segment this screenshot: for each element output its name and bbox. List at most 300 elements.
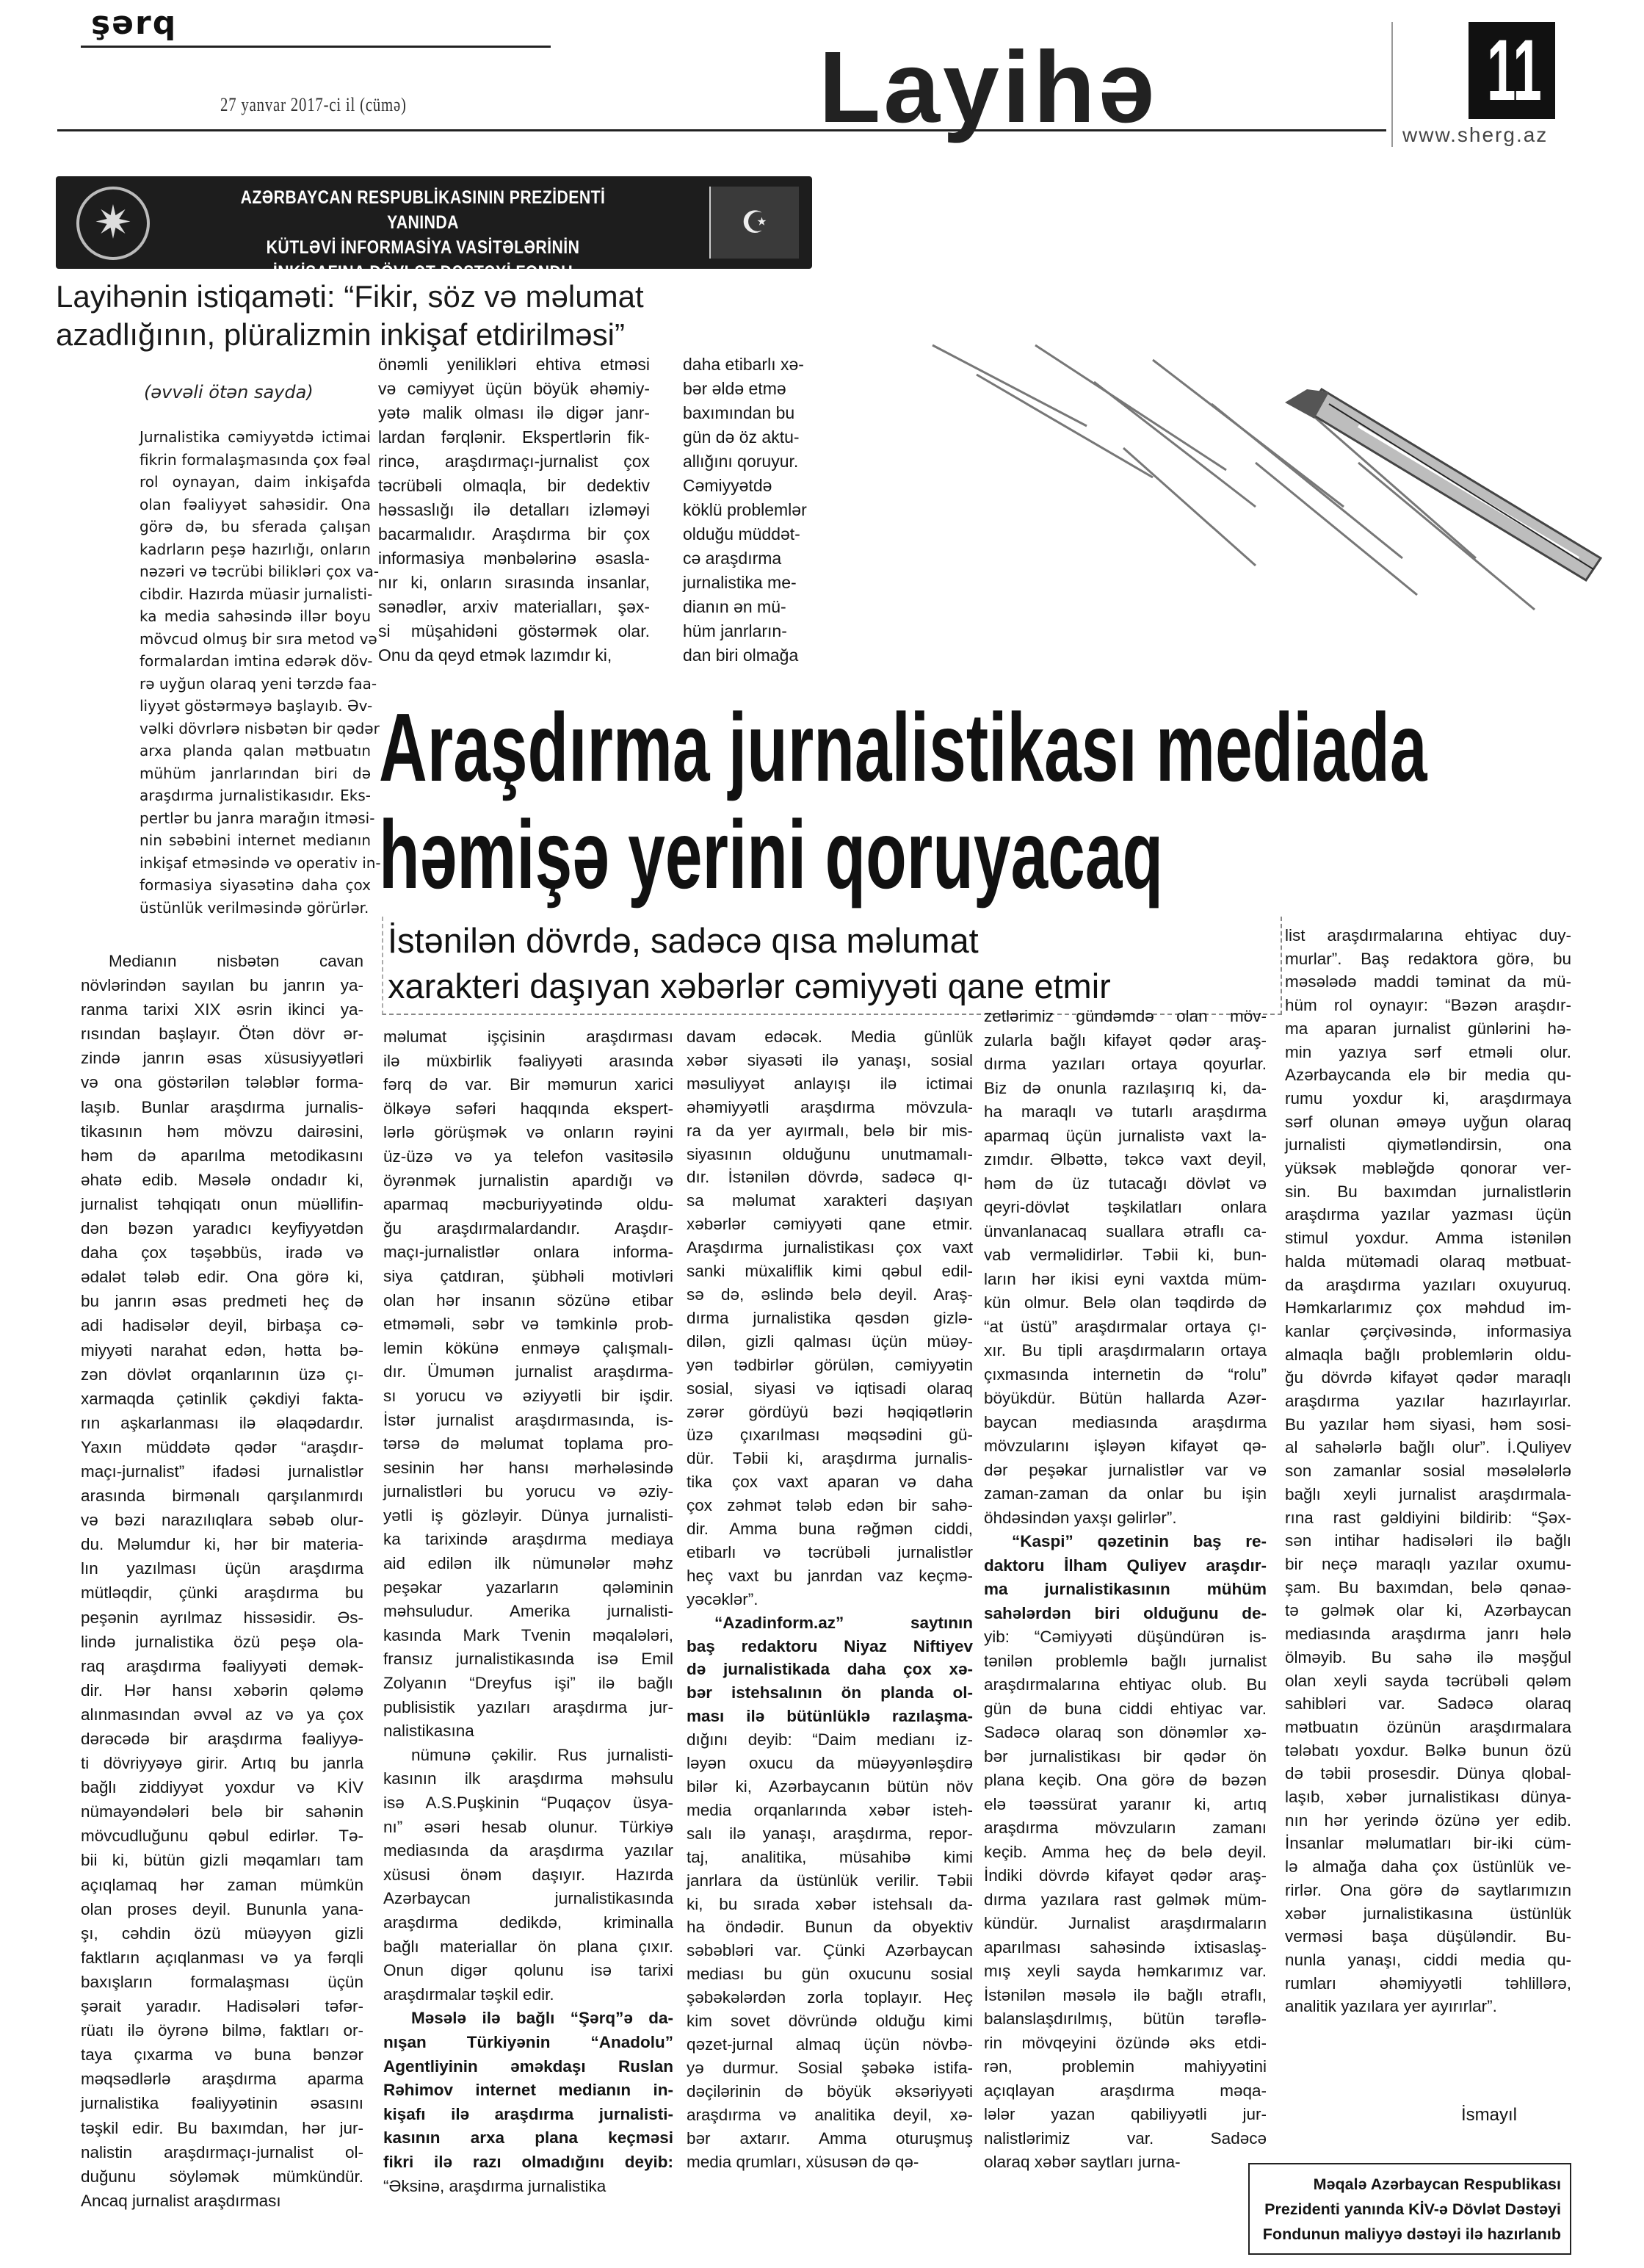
text-line: məlumat işçisinin araşdırması <box>383 1028 673 1046</box>
text-line: İnsanlar məlumatları bir-iki cüm- <box>1285 1834 1571 1853</box>
text-line: Yaxın müddətə qədər “araşdır- <box>81 1437 363 1456</box>
text-line: kasının ilk araşdırma məhsulu <box>383 1769 673 1788</box>
pen-photo <box>844 316 1608 661</box>
text-line: Jurnalistika cəmiyyətdə ictimai <box>140 428 371 446</box>
text-line: zən dövlət orqanlarının üzə çı- <box>81 1365 363 1384</box>
text-line: məqsədlərlə araşdırma aparma <box>81 2070 363 2089</box>
text-line: açıqlamaq hər zaman mümkün <box>81 1875 363 1894</box>
text-line: Sadəcə olaraq son dönəmlər xə- <box>984 1723 1267 1741</box>
text-line: dianın ən mü- <box>683 597 786 616</box>
text-line: alınmasından əvvəl az və ya çox <box>81 1705 363 1724</box>
text-line: verməsi başa düşüləndir. Bu- <box>1285 1927 1571 1946</box>
header-divider <box>1391 22 1393 147</box>
text-line: şərait yaradır. Hadisələri təfər- <box>81 1997 363 2016</box>
text-line: olan proses deyil. Bununla yana- <box>81 1899 363 1918</box>
text-line: miyyəti narahat edən, hətta bə- <box>81 1340 363 1359</box>
subtitle-line: Layihənin istiqaməti: “Fikir, söz və məlumat <box>56 279 644 314</box>
text-line: nı” əsəri hesab olunur. Türkiyə <box>383 1817 673 1836</box>
page-number-text: 11 <box>1486 22 1542 119</box>
text-line: lərlə görüşmək və onların rəyini <box>383 1123 673 1142</box>
text-line: peşənin ayrılmaz hissəsidir. Əs- <box>81 1608 363 1627</box>
text-line: araşdırmalarına ehtiyac olub. Bu <box>984 1675 1267 1694</box>
text-line: həssaslığı ilə detalları izləməyi <box>378 500 650 519</box>
text-line: janrlara da üstünlük verilir. Təbii <box>687 1871 973 1890</box>
text-line: dür. Təbii ki, araşdırma jurnalis- <box>687 1449 973 1468</box>
text-line: aid edilən ilk nümunələr məhz <box>383 1554 673 1573</box>
text-line: mütləqdir, çünki araşdırma bu <box>81 1583 363 1603</box>
funding-note-line: Prezidenti yanında KİV-ə Dövlət Dəstəyi <box>1264 2200 1561 2218</box>
text-line: Məsələ ilə bağlı “Şərq”ə da- <box>411 2009 673 2028</box>
text-line: list araşdırmalarına ehtiyac duy- <box>1285 926 1571 945</box>
text-line: baş redaktoru Niyaz Niftiyev <box>687 1636 973 1655</box>
text-line: media orqanlarında xəbər isteh- <box>687 1800 973 1819</box>
text-line: həm də aparılma metodikasını <box>81 1146 363 1165</box>
text-line: etibarlı və təcrübəli jurnalistlər <box>687 1542 973 1561</box>
text-line: araşdırma və analitika deyil, xə- <box>687 2105 973 2124</box>
text-line: ranma tarixi XIX əsrin ikinci ya- <box>81 1000 363 1019</box>
text-line: mediasında araşdırma janrı hələ <box>1285 1625 1571 1644</box>
text-line: növlərindən sayılan bu janrın ya- <box>81 976 363 995</box>
text-line: görə də, bu sferada çalışan <box>140 518 371 535</box>
text-line: siyasının olduğunu unutmamalı- <box>687 1144 973 1163</box>
funding-note-box <box>1248 2163 1571 2255</box>
issue-date: 27 yanvar 2017-ci il (cümə) <box>220 94 407 115</box>
text-line: şam. Bu baxımdan, belə qənaə- <box>1285 1578 1571 1597</box>
text-line: Azərbaycan jurnalistikasında <box>383 1889 673 1908</box>
text-line: yətə malik olması ilə digər janr- <box>378 403 650 422</box>
text-line: taya çıxarma və buna bənzər <box>81 2045 363 2065</box>
text-line: siya çatdıran, şübhəli motivləri <box>383 1266 673 1285</box>
text-line: bağlı materiallar ön plana çıxır. <box>383 1937 673 1956</box>
text-line: araşdırma yazılar hazırlayırlar. <box>1285 1392 1571 1411</box>
text-line: sı yorucu və əziyyətli bir işdir. <box>383 1386 673 1405</box>
text-line: jurnalisti qiymətləndirsin, ona <box>1285 1135 1571 1155</box>
fund-banner <box>56 176 812 283</box>
text-line: bər əldə etmə <box>683 379 786 398</box>
text-line: fikri ilə razı olmadığını deyib: <box>383 2152 673 2171</box>
text-line: rə uyğun olaraq yeni tərzdə faa- <box>140 674 377 693</box>
text-line: zində janrın əsas xüsusiyyətləri <box>81 1049 363 1068</box>
text-line: ma aparan jurnalist günlərini hə- <box>1285 1019 1571 1038</box>
text-line: ların hər ikisi eyni vaxtda müm- <box>984 1269 1267 1288</box>
funding-note-line: Məqalə Azərbaycan Respublikası <box>1313 2175 1561 2193</box>
text-line: mətbuatın özünün araşdırmalara <box>1285 1717 1571 1736</box>
upper-middle-column <box>378 353 650 668</box>
text-line: vab verməlidirlər. Təbii ki, bun- <box>984 1246 1267 1264</box>
text-line: xəbərlər cəmiyyəti qane etmir. <box>687 1215 973 1234</box>
text-line: nışan Türkiyənin “Anadolu” <box>383 2032 673 2051</box>
text-line: inkişaf etməsində və operativ in- <box>140 853 381 872</box>
text-line: sesinin hər hansı mərhələsində <box>383 1458 673 1477</box>
text-line: tərsə də məlumat toplama pro- <box>383 1434 673 1453</box>
text-line: sahələrdən biri olduğunu de- <box>984 1603 1267 1622</box>
text-line: faktların açıqlanması və ya fərqli <box>81 1948 363 1967</box>
text-line: keçib. Amma heç də belə deyil. <box>984 1842 1267 1861</box>
text-line: kim sovet dövründə olduğu kimi <box>687 2012 973 2031</box>
text-line: İstənilən məsələ ilə bağlı ətraflı, <box>984 1985 1267 2004</box>
text-line: stimul yoxdur. Amma istənilən <box>1285 1229 1571 1248</box>
text-line: Azərbaycanda elə bir media qu- <box>1285 1066 1571 1085</box>
text-line: əhəmiyyətli araşdırma mövzula- <box>687 1097 973 1116</box>
text-line: yə durmur. Sosial şəbəkə istifa- <box>687 2058 973 2077</box>
headline-line: həmişə yerini qoruyacaq <box>379 801 1164 909</box>
text-line: öhdəsindən yaxşı gəlirlər”. <box>984 1508 1177 1527</box>
text-line: mediası bu gün oxucunu sosial <box>687 1965 973 1984</box>
text-line: Rəhimov internet medianın in- <box>383 2081 673 2100</box>
text-line: fikrin formalaşmasında çox fəal <box>140 450 371 469</box>
text-line: baycan mediasında araşdırma <box>984 1412 1267 1431</box>
text-line: tika çox vaxt aparan və daha <box>687 1473 973 1492</box>
text-line: üstünlük verilməsində görürlər. <box>140 898 369 917</box>
text-line: yəcəklər”. <box>687 1589 758 1608</box>
text-line: daha etibarlı xə- <box>683 355 804 374</box>
text-line: “Kaspi” qəzetinin baş re- <box>1012 1532 1267 1550</box>
text-line: ma jurnalistikasının mühüm <box>984 1580 1267 1598</box>
body-column-3 <box>687 1025 973 2173</box>
text-line: Biz də onunla razılaşırıq ki, da- <box>984 1078 1267 1097</box>
deck-line: xarakteri daşıyan xəbərlər cəmiyyəti qane etmir <box>388 967 1111 1005</box>
text-line: dəçilərinin də böyük əksəriyyəti <box>687 2081 973 2101</box>
text-line: rən, problemin mahiyyətini <box>984 2057 1267 2076</box>
text-line: kişafı ilə araşdırma jurnalisti- <box>383 2104 673 2123</box>
text-line: və cəmiyyət üçün böyük əhəmiy- <box>378 379 650 398</box>
text-line: tənilən problemlə bağlı jurnalist <box>984 1651 1267 1670</box>
text-line: sən intihar hadisələri ilə bağlı <box>1285 1531 1571 1550</box>
text-line: kadrların peşə hazırlığı, onların <box>140 540 371 558</box>
text-line: Onun digər qolunu isə tarixi <box>383 1961 673 1980</box>
text-line: nır ki, onların sırasında insanlar, <box>378 573 650 592</box>
text-line: gün də buna ciddi ehtiyac var. <box>984 1699 1267 1718</box>
text-line: aparmaq üçün jurnalistə vaxt la- <box>984 1126 1267 1145</box>
text-line: yib: “Cəmiyyəti düşündürən is- <box>984 1628 1267 1646</box>
deck-line: İstənilən dövrdə, sadəcə qısa məlumat <box>388 921 979 960</box>
newspaper-logo: şərq <box>91 4 178 42</box>
text-line: laşıb, xəbər jurnalistikası dünya- <box>1285 1788 1571 1807</box>
text-line: jurnalistləri bu yorucu və əziy- <box>383 1482 673 1501</box>
text-line: nın hər yerində özünə yer edib. <box>1285 1810 1571 1830</box>
headline <box>379 694 1427 909</box>
text-line: dırma jurnalistika qəsdən gizlə- <box>687 1308 973 1327</box>
text-line: böyükdür. Bütün hallarda Azər- <box>984 1389 1267 1407</box>
text-line: kündür. Jurnalist araşdırmaların <box>984 1914 1267 1932</box>
text-line: liyyət göstərməyə başlayıb. Əv- <box>140 697 373 715</box>
text-line: dır. İstənilən dövrdə, sadəcə qı- <box>687 1168 973 1187</box>
text-line: ğu dövrdə kifayət qədər maraqlı <box>1285 1368 1571 1387</box>
text-line: ması ilə bütünlüklə razılaşma- <box>687 1707 973 1726</box>
text-line: üzə çıxarılması məqsədini gü- <box>687 1426 973 1445</box>
continued-note: (əvvəli ötən sayda) <box>144 382 314 402</box>
text-line: məhsuludur. Amerika jurnalisti- <box>383 1602 673 1621</box>
text-line: baxımından bu <box>683 403 795 422</box>
body-column-2 <box>383 1025 673 2198</box>
text-line: ilə müxbirlik fəaliyyəti arasında <box>383 1051 673 1070</box>
text-line: məsələdə maddi təminat da mü- <box>1285 972 1571 992</box>
text-line: lemin kökünə enməyə çalışmalı- <box>383 1338 673 1357</box>
text-line: ölməyib. Bu sahə ilə məşğul <box>1285 1647 1571 1666</box>
header-bottom-rule <box>57 129 1386 131</box>
text-line: dır. Ümumən jurnalist araşdırma- <box>383 1362 673 1382</box>
text-line: vəlki dövrlərə nisbətən bir qədər <box>140 719 380 737</box>
text-line: lardan fərqlənir. Ekspertlərin fik- <box>378 427 650 447</box>
text-line: ti dövriyyəyə girir. Artıq bu janrla <box>81 1754 363 1773</box>
text-line: cibdir. Hazırda müasir jurnalisti- <box>140 585 373 603</box>
text-line: formalardan imtina edərək döv- <box>140 652 373 670</box>
text-line: adi hadisələr deyil, birbaşa cə- <box>81 1316 363 1335</box>
text-line: çıxmasında internetin də “rolu” <box>984 1365 1267 1384</box>
text-line: da araşdırma yazıları oxuyuruq. <box>1285 1275 1571 1294</box>
text-line: və ona göstərilən tələblər forma- <box>81 1073 363 1092</box>
text-line: yüksək məbləğdə qonorar ver- <box>1285 1159 1571 1178</box>
text-line: nin səbəbini internet medianın <box>140 831 371 849</box>
text-line: bir neçə maraqlı yazılar oxumu- <box>1285 1554 1571 1573</box>
text-line: təcrübəli olmaqla, bir dedektiv <box>378 476 650 495</box>
text-line: daktoru İlham Quliyev araşdır- <box>984 1556 1267 1575</box>
text-line: yən tədbirlər görülən, cəmiyyətin <box>687 1355 973 1374</box>
text-line: sərf olunan əməyə uyğun olaraq <box>1285 1112 1571 1131</box>
text-line: bii ki, bütün gizli məqamları tam <box>81 1851 363 1870</box>
text-line: bacarmalıdır. Araşdırma bir çox <box>378 524 650 543</box>
text-line: lində jurnalistika özü peşə ola- <box>81 1632 363 1651</box>
text-line: jurnalist təhqiqatı onun müəllifin- <box>81 1194 363 1213</box>
text-line: əhatə edib. Məsələ ondadır ki, <box>81 1170 363 1189</box>
headline-line: Araşdırma jurnalistikası mediada <box>379 693 1427 801</box>
text-line: etməməli, səbr və təmkinlə prob- <box>383 1315 673 1334</box>
text-line: dən bəzən yaradıcı keyfiyyətdən <box>81 1219 363 1238</box>
text-line: nalistin araşdırmaçı-jurnalist ol- <box>81 2142 363 2162</box>
text-line: kün olmur. Belə olan təqdirdə də <box>984 1293 1267 1312</box>
text-line: kasında Mark Tvenin məqalələri, <box>383 1625 673 1644</box>
text-line: gün də öz aktu- <box>683 427 800 447</box>
text-line: ka tarixində araşdırma mediaya <box>383 1530 673 1549</box>
pen-icon <box>1285 389 1601 580</box>
text-line: öyrənmək jurnalistin apardığı və <box>383 1171 673 1190</box>
text-line: bilər ki, Azərbaycanın bütün növ <box>687 1777 973 1796</box>
text-line: şı, cəhdin özü müəyyən gizli <box>81 1924 363 1943</box>
text-line: hüm janrların- <box>683 621 787 640</box>
text-line: ki, bu sırada xəbər istehsalı da- <box>687 1894 973 1913</box>
text-line: tikasının həm mövzu dairəsini, <box>81 1122 363 1141</box>
body-column-4 <box>984 1005 1267 2175</box>
text-line: bağlı ziddiyyət yoxdur və KİV <box>81 1778 363 1797</box>
text-line: İstər jurnalist araşdırmasında, is- <box>383 1410 673 1429</box>
text-line: dırma yazılara rast gəlmək müm- <box>984 1890 1267 1909</box>
text-line: Ancaq jurnalist araşdırması <box>81 2191 281 2210</box>
text-line: isə A.S.Puşkinin “Puqaçov üsya- <box>383 1794 673 1812</box>
text-line: araşdırmalar təşkil edir. <box>383 1984 554 2004</box>
text-line: sə də, əslində belə deyil. Araş- <box>687 1285 973 1304</box>
text-line: ra da yer ayırmalı, belə bir mis- <box>687 1121 973 1140</box>
text-line: məsuliyyət anlayışı ilə ictimai <box>687 1074 973 1093</box>
text-line: və bəzi narazılıqlara səbəb olur- <box>81 1511 363 1530</box>
text-line: hüm rol oynayır: “Bəzən araşdır- <box>1285 996 1571 1015</box>
text-line: peşəkar yazarların qələminin <box>383 1578 673 1597</box>
subtitle-line: azadlığının, plüralizmin inkişaf etdirilməsi” <box>56 317 625 352</box>
text-line: davam edəcək. Media günlük <box>687 1028 973 1046</box>
text-line: sanki müxaliflik kimi qəbul edil- <box>687 1262 973 1281</box>
text-line: mediasında da araşdırma yazılar <box>383 1841 673 1860</box>
text-line: olan xeyli sayda təcrübəli qələm <box>1285 1671 1571 1690</box>
funding-note-line: Fondunun maliyyə dəstəyi ilə hazırlanıb <box>1262 2225 1561 2243</box>
text-line: rına rast gəldiyini bildirib: “Şəx- <box>1285 1508 1571 1527</box>
text-line: xüsusi önəm daşıyır. Hazırda <box>383 1865 673 1884</box>
text-line: rın aşkarlanması ilə əlaqədardır. <box>81 1413 363 1432</box>
text-line: tələbatı yoxdur. Bəlkə bunun özü <box>1285 1741 1571 1760</box>
text-line: dan biri olmağa <box>683 646 799 665</box>
text-line: kanlar çərçivəsində, informasiya <box>1285 1321 1571 1340</box>
state-emblem-icon: ✷ <box>76 187 150 260</box>
text-line: şəbəkələrdən zorla toplayır. Heç <box>687 1988 973 2007</box>
text-line: bağlı xeyli jurnalist araşdırmala- <box>1285 1484 1571 1503</box>
text-line: sənədlər, arxiv materialları, şəx- <box>378 597 650 616</box>
text-line: səbəbləri var. Çünki Azərbaycan <box>687 1941 973 1960</box>
text-line: arxa planda qalan mətbuatın <box>140 742 371 759</box>
text-line: dərəcədə bir araşdırma fəaliyyə- <box>81 1730 363 1748</box>
text-line: olaraq xəbər saytları jurna- <box>984 2153 1181 2171</box>
banner-line: KÜTLƏVİ İNFORMASİYA VASİTƏLƏRİNİN <box>266 237 580 258</box>
text-line: Onu da qeyd etmək lazımdır ki, <box>378 646 612 665</box>
text-line: zımdır. Əlbəttə, təkcə vaxt deyil, <box>984 1150 1267 1169</box>
text-line: dir. Amma buna rəğmən ciddi, <box>687 1520 973 1539</box>
text-line: ləyən oxucu da müəyyənləşdirə <box>687 1754 973 1773</box>
text-line: kasının arxa plana keçməsi <box>383 2128 673 2148</box>
text-line: mövcudluğunu qəbul edirlər. Tə- <box>81 1827 363 1846</box>
text-line: elə təəssürat yaranır ki, artıq <box>984 1794 1267 1813</box>
intro-column <box>140 426 381 919</box>
text-line: olduğu müddət- <box>683 524 800 543</box>
text-line: fərq də var. Bir məmurun xarici <box>383 1075 673 1094</box>
text-line: zaman-zaman da onlar bu işin <box>984 1484 1267 1503</box>
text-line: bər axtarır. Amma oturuşmuş <box>687 2128 973 2148</box>
text-line: araşdırma yazılar yazması üçün <box>1285 1205 1571 1224</box>
text-line: raq araşdırma fəaliyyəti demək- <box>81 1656 363 1675</box>
text-line: ölkəyə səfəri haqqında ekspert- <box>383 1099 673 1118</box>
text-line: duğunu söyləmək mümkündür. <box>81 2167 363 2186</box>
text-line: “at üstü” araşdırmalar ortaya çı- <box>984 1317 1267 1336</box>
text-line: də təbii prosesdir. Dünya qlobal- <box>1285 1764 1571 1783</box>
text-line: jurnalistika me- <box>683 573 797 592</box>
text-line: təşkil edir. Bu baxımdan, hər jur- <box>81 2118 363 2137</box>
website-url: www.sherg.az <box>1402 123 1549 146</box>
text-line: almaqla bağlı problemlərin oldu- <box>1285 1345 1571 1364</box>
text-line: mövcud olmuş bir sıra metod və <box>140 629 377 648</box>
text-line: xarmaqda çətinlik çəkdiyi fakta- <box>81 1389 363 1408</box>
text-line: olan fəaliyyət sahəsidir. Ona <box>140 495 371 513</box>
text-line: Zolyanın “Dreyfus işi” ilə bağlı <box>383 1674 673 1693</box>
text-line: tə gəlmək olar ki, Azərbaycan <box>1285 1601 1571 1620</box>
text-line: rin mövqeyini özündə əks etdi- <box>984 2033 1267 2052</box>
text-line: rirlər. Ona görə də saytlarımızın <box>1285 1880 1571 1899</box>
text-line: aparmaq məcburiyyətində oldu- <box>383 1195 673 1214</box>
text-line: aparılması sahəsində ixtisaslaş- <box>984 1937 1267 1957</box>
text-line: nümayəndələri belə bir sahənin <box>81 1802 363 1821</box>
text-line: rumları əhəmiyyətli təhlillərə, <box>1285 1973 1571 1993</box>
text-line: publisistik yazıları araşdırma jur- <box>383 1697 673 1716</box>
text-line: araşdırma jurnalistikasıdır. Eks- <box>140 787 371 804</box>
text-line: nümunə çəkilir. Rus jurnalisti- <box>411 1745 673 1764</box>
text-line: lə almağa daha çox üstünlük ve- <box>1285 1857 1571 1877</box>
text-line: də jurnalistikada daha çox xə- <box>687 1660 973 1679</box>
text-line: zetlərimiz gündəmdə olan möv- <box>984 1007 1267 1025</box>
text-line: formasiya siyasətinə daha çox <box>140 876 371 894</box>
text-line: “Əksinə, araşdırma jurnalistika <box>383 2176 606 2195</box>
text-line: maçı-jurnalist” ifadəsi jurnalistlər <box>81 1462 363 1481</box>
text-line: Həmkarlarımız çox məhdud im- <box>1285 1299 1571 1318</box>
text-line: rumu yoxdur ki, araşdırmaya <box>1285 1088 1571 1108</box>
text-line: heç vaxt bu janrdan vaz keçmə- <box>687 1566 973 1585</box>
text-line: taj, analitika, müsahibə kimi <box>687 1847 973 1866</box>
text-line: ünvanlanacaq suallara ətraflı ca- <box>984 1221 1267 1240</box>
text-line: Medianın nisbətən cavan <box>109 952 363 970</box>
text-line: lələr yazan qabiliyyətli jur- <box>984 2105 1267 2123</box>
page-number <box>1469 22 1555 119</box>
text-line: ədalət tələb edir. Ona görə ki, <box>81 1268 363 1287</box>
header-rule <box>81 46 551 48</box>
text-line: du. Məlumdur ki, hər bir materia- <box>81 1535 363 1554</box>
text-line: dilən, gizli qalması üçün müəy- <box>687 1332 973 1351</box>
text-line: xəbər jurnalistikasına üstünlük <box>1285 1904 1571 1923</box>
text-line: ha maraqlı və tutarlı araşdırma <box>984 1102 1267 1121</box>
text-line: üz-üzə və ya telefon vasitəsilə <box>383 1146 673 1166</box>
text-line: baxışların formalaşması üçün <box>81 1972 363 1991</box>
text-line: bər istehsalının ön planda ol- <box>687 1683 973 1702</box>
text-line: rısından başlayır. Ötən dövr ər- <box>81 1025 363 1044</box>
text-line: cə araşdırma <box>683 549 782 568</box>
text-line: İndiki dövrdə kifayət qədər araş- <box>984 1866 1267 1885</box>
text-line: açıqlayan araşdırma məqa- <box>984 2081 1267 2100</box>
text-line: “Azadinform.az” saytının <box>714 1613 973 1632</box>
text-line: laşıb. Bunlar araşdırma jurnalis- <box>81 1097 363 1116</box>
text-line: sa məlumat xarakteri daşıyan <box>687 1191 973 1210</box>
text-line: mövzularını işləyən kifayət qə- <box>984 1437 1267 1455</box>
text-line: rincə, araşdırmaçı-jurnalist çox <box>378 452 650 471</box>
text-line: dırma yazıları ortaya qoyurlar. <box>984 1055 1267 1073</box>
text-line: balanslaşdırılmış, bütün tərəflə- <box>984 2009 1267 2028</box>
text-line: Bu yazılar həm siyasi, həm sosi- <box>1285 1415 1571 1434</box>
text-line: pertlər bu janra marağın itməsi- <box>140 809 375 827</box>
text-line: araşdırma dedikdə, kriminalla <box>383 1913 673 1932</box>
text-line: allığını qoruyur. <box>683 452 799 471</box>
text-line: sahibləri var. Sadəcə olaraq <box>1285 1694 1571 1713</box>
text-line: fransız jurnalistikasında isə Emil <box>383 1650 673 1669</box>
text-line: murlar”. Baş redaktora görə, bu <box>1285 949 1571 968</box>
text-line: ğu araşdırmalardandır. Araşdır- <box>383 1218 673 1238</box>
text-line: lın yazılması üçün araşdırma <box>81 1559 363 1578</box>
text-line: rüatı ilə öyrənə bilmə, faktları or- <box>81 2021 363 2040</box>
upper-right-column <box>683 353 815 668</box>
deck <box>388 918 1111 1009</box>
text-line: halda mütəmadi olaraq mətbuat- <box>1285 1252 1571 1271</box>
text-line: Agentliyinin əməkdaşı Ruslan <box>383 2056 673 2076</box>
text-line: mühüm janrlarından biri də <box>140 764 371 782</box>
text-line: sosial, siyasi və iqtisadi olaraq <box>687 1379 973 1398</box>
text-line: araşdırma mövzuların zamanı <box>984 1819 1267 1837</box>
project-subtitle <box>56 278 819 354</box>
text-line: xəbər siyasəti ilə yanaşı, sosial <box>687 1050 973 1069</box>
text-line: plana keçib. Ona görə də bəzən <box>984 1771 1267 1789</box>
text-line: al sahələrlə bağlı olur”. İ.Quliyev <box>1285 1438 1571 1457</box>
text-line: salı ilə yanaşı, araşdırma, repor- <box>687 1824 973 1843</box>
text-line: həm də üz tutacağı dövlət və <box>984 1174 1267 1193</box>
text-line: bu janrın əsas predmeti heç də <box>81 1292 363 1311</box>
banner-line: İNKİŞAFINA DÖVLƏT DƏSTƏYİ FONDU <box>272 262 573 283</box>
banner-line: AZƏRBAYCAN RESPUBLİKASININ PREZİDENTİ YANINDA <box>240 187 606 233</box>
text-line: nalistlərimiz var. Sadəcə <box>984 2128 1267 2148</box>
text-line: informasiya mənbələrinə əsasla- <box>378 549 650 568</box>
text-line: xır. Bu tipli araşdırmaların ortaya <box>984 1341 1267 1359</box>
text-line: daha çox təşəbbüs, iradə və <box>81 1243 363 1263</box>
text-line: rol oynayan, daim inkişafda <box>140 473 371 491</box>
section-title: Layihə <box>819 31 1158 144</box>
